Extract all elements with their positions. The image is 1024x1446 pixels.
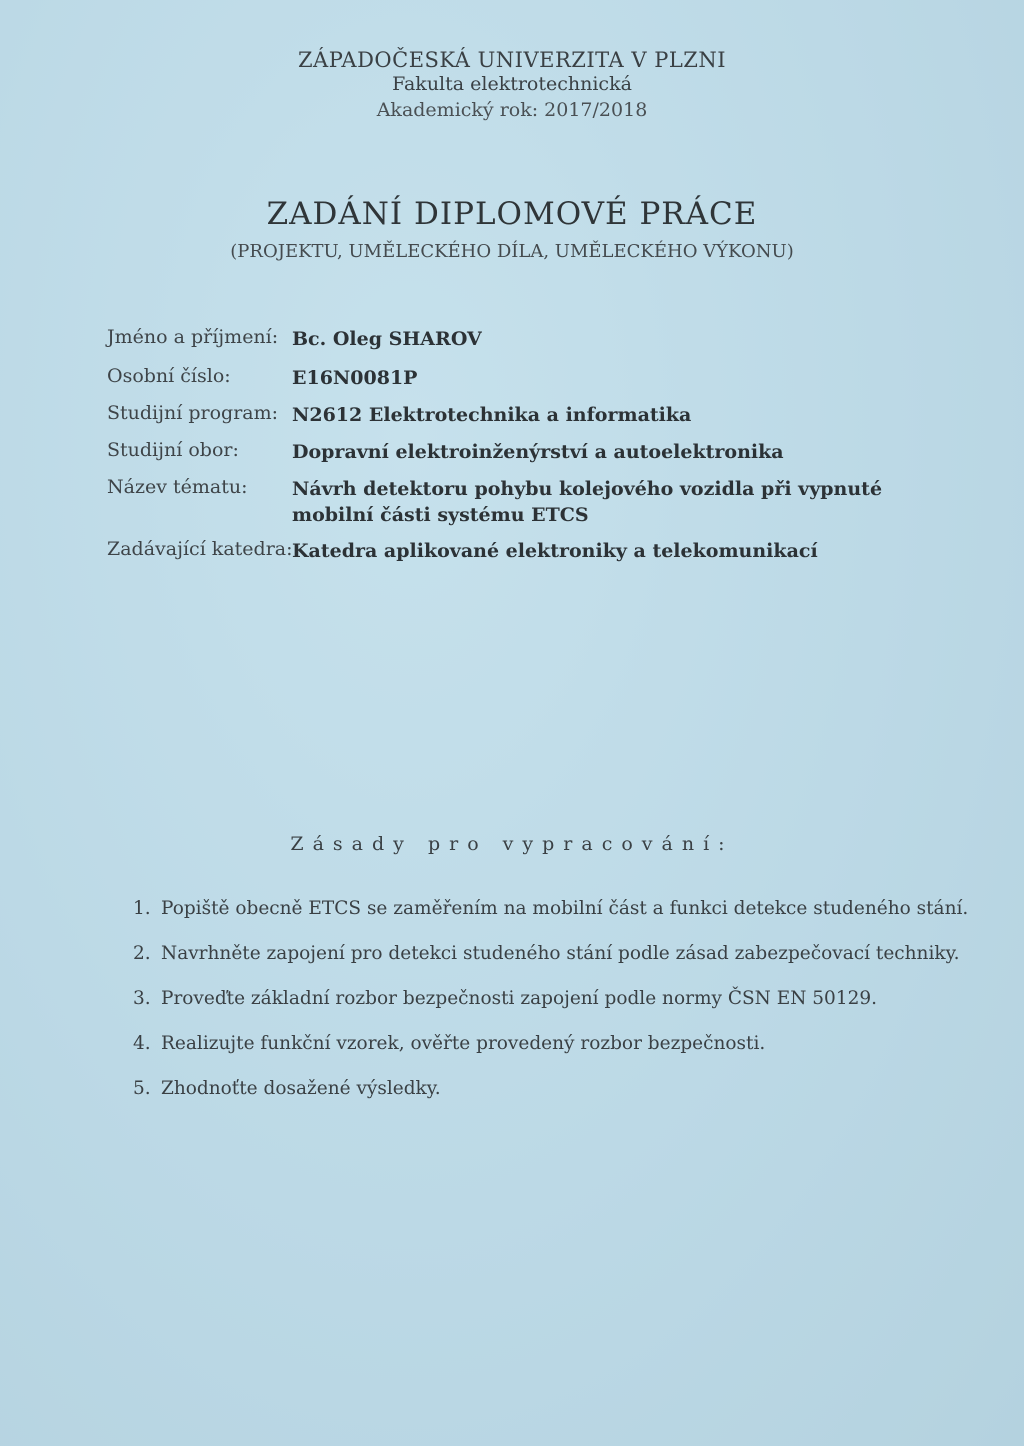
- field-value: E16N0081P: [292, 367, 418, 389]
- task-list: [133, 898, 968, 1123]
- field-value: Dopravní elektroinženýrství a autoelektronika: [292, 441, 784, 463]
- field-label: Jméno a příjmení:: [107, 326, 279, 348]
- item-number: 1.: [133, 898, 151, 919]
- field-label: Osobní číslo:: [107, 365, 231, 387]
- field-value: N2612 Elektrotechnika a informatika: [292, 404, 692, 426]
- document-subtitle: (PROJEKTU, UMĚLECKÉHO DÍLA, UMĚLECKÉHO VÝKONU): [230, 241, 794, 262]
- field-value: Katedra aplikované elektroniky a telekomunikací: [292, 540, 818, 562]
- item-text: Zhodnoťte dosažené výsledky.: [161, 1078, 441, 1099]
- item-number: 5.: [133, 1078, 151, 1099]
- list-item: [133, 898, 968, 943]
- list-item: [133, 1033, 968, 1078]
- item-text: Proveďte základní rozbor bezpečnosti zapojení podle normy ČSN EN 50129.: [161, 988, 878, 1009]
- academic-year: Akademický rok: 2017/2018: [376, 99, 648, 121]
- university-name: ZÁPADOČESKÁ UNIVERZITA V PLZNI: [297, 48, 727, 72]
- field-label: Studijní program:: [107, 402, 279, 424]
- faculty-name: Fakulta elektrotechnická: [392, 73, 632, 95]
- item-number: 2.: [133, 943, 151, 964]
- field-label: Název tématu:: [107, 476, 248, 498]
- list-item: [133, 1078, 968, 1123]
- field-value: Bc. Oleg SHAROV: [292, 328, 482, 350]
- document-title: ZADÁNÍ DIPLOMOVÉ PRÁCE: [266, 196, 758, 232]
- item-number: 4.: [133, 1033, 151, 1054]
- field-label: Studijní obor:: [107, 439, 239, 461]
- item-text: Popiště obecně ETCS se zaměřením na mobilní část a funkci detekce studeného stání.: [161, 898, 969, 919]
- field-value: Návrh detektoru pohybu kolejového vozidla při vypnuté mobilní části systému ETCS: [292, 478, 883, 526]
- list-item: [133, 943, 968, 988]
- item-text: Realizujte funkční vzorek, ověřte provedený rozbor bezpečnosti.: [161, 1033, 766, 1054]
- item-number: 3.: [133, 988, 151, 1009]
- list-item: [133, 988, 968, 1033]
- field-label: Zadávající katedra:: [107, 538, 293, 560]
- principles-heading: Zásady pro vypracování:: [290, 833, 734, 855]
- item-text: Navrhněte zapojení pro detekci studeného stání podle zásad zabezpečovací techniky.: [161, 943, 960, 964]
